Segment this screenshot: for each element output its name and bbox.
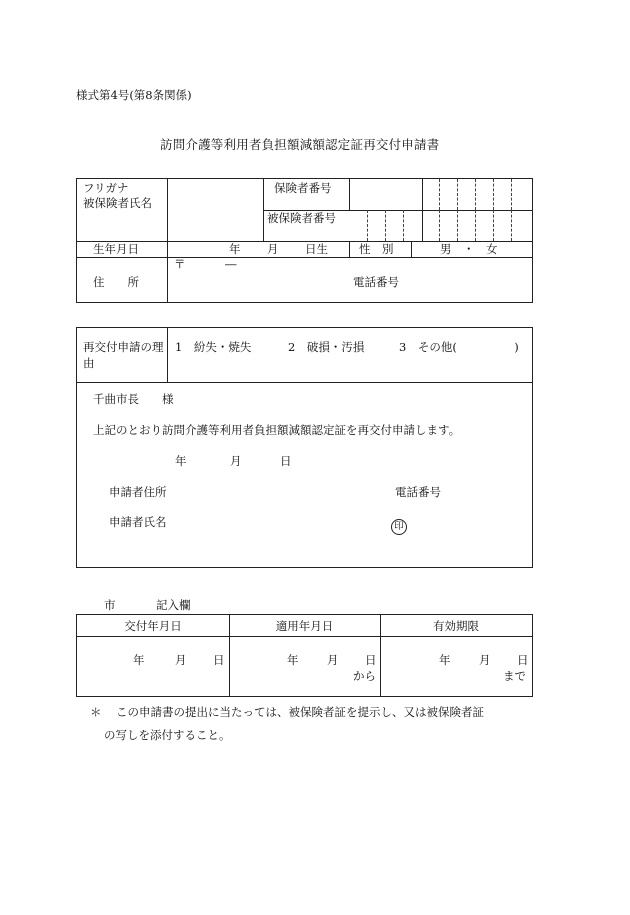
col-issue-date: 交付年月日 [124,619,182,633]
applicant-name-label: 申請者氏名 [109,515,167,529]
birth-year-unit: 年 [229,242,241,256]
applicant-phone-label: 電話番号 [395,485,441,499]
reason-option-2: 2 破損・汚損 [288,340,365,354]
insured-name-label: 被保険者氏名 [83,196,152,210]
date-month-unit: 月 [230,454,242,468]
reason-option-1: 1 紛失・焼失 [175,340,252,354]
apply-year-unit: 年 [287,653,299,667]
postal-mark: 〒 [174,257,186,271]
insured-number-label: 被保険者番号 [267,211,336,225]
form-title: 訪問介護等利用者負担額減額認定証再交付申請書 [160,137,440,152]
valid-until: まで [503,669,526,683]
apply-from: から [353,669,376,683]
birth-day-unit: 日生 [305,242,328,256]
birth-month-unit: 月 [267,242,279,256]
birth-date-label: 生年月日 [93,242,139,256]
gender-options: 男 ・ 女 [440,242,498,256]
note-line-1: この申請書の提出に当たっては、被保険者証を提示し、又は被保険者証 [116,705,484,719]
col-valid-until: 有効期限 [433,619,479,633]
valid-day-unit: 日 [517,653,529,667]
reason-box [76,327,533,568]
applicant-table [76,178,533,303]
furigana-label: フリガナ [83,181,129,195]
entry-label: 記入欄 [156,598,191,612]
col-apply-date: 適用年月日 [275,619,334,633]
apply-day-unit: 日 [365,653,377,667]
valid-month-unit: 月 [479,653,491,667]
city-label: 市 [104,598,116,612]
date-year-unit: 年 [175,454,187,468]
addressee: 千曲市長 様 [93,392,174,406]
reason-label: 再交付申請の理由 [83,340,164,370]
gender-label: 性 別 [359,242,394,256]
applicant-address-label: 申請者住所 [109,485,167,499]
issue-year-unit: 年 [133,653,145,667]
apply-month-unit: 月 [327,653,339,667]
issue-month-unit: 月 [175,653,187,667]
issue-day-unit: 日 [213,653,225,667]
postal-dash: ― [225,257,237,271]
city-entry-table [76,614,533,697]
date-day-unit: 日 [280,454,292,468]
seal-mark [391,514,407,535]
insurer-number-label: 保険者番号 [274,181,332,195]
valid-year-unit: 年 [439,653,451,667]
seal-circle: 印 [391,519,407,535]
note-mark: ＊ [90,705,102,719]
address-label: 住 所 [93,275,139,289]
phone-label: 電話番号 [353,275,399,289]
statement: 上記のとおり訪問介護等利用者負担額減額認定証を再交付申請します。 [93,423,461,437]
reason-option-3: 3 その他( ) [399,340,519,354]
form-number: 様式第4号(第8条関係) [76,88,192,102]
note-line-2: の写しを添付すること。 [104,728,231,742]
